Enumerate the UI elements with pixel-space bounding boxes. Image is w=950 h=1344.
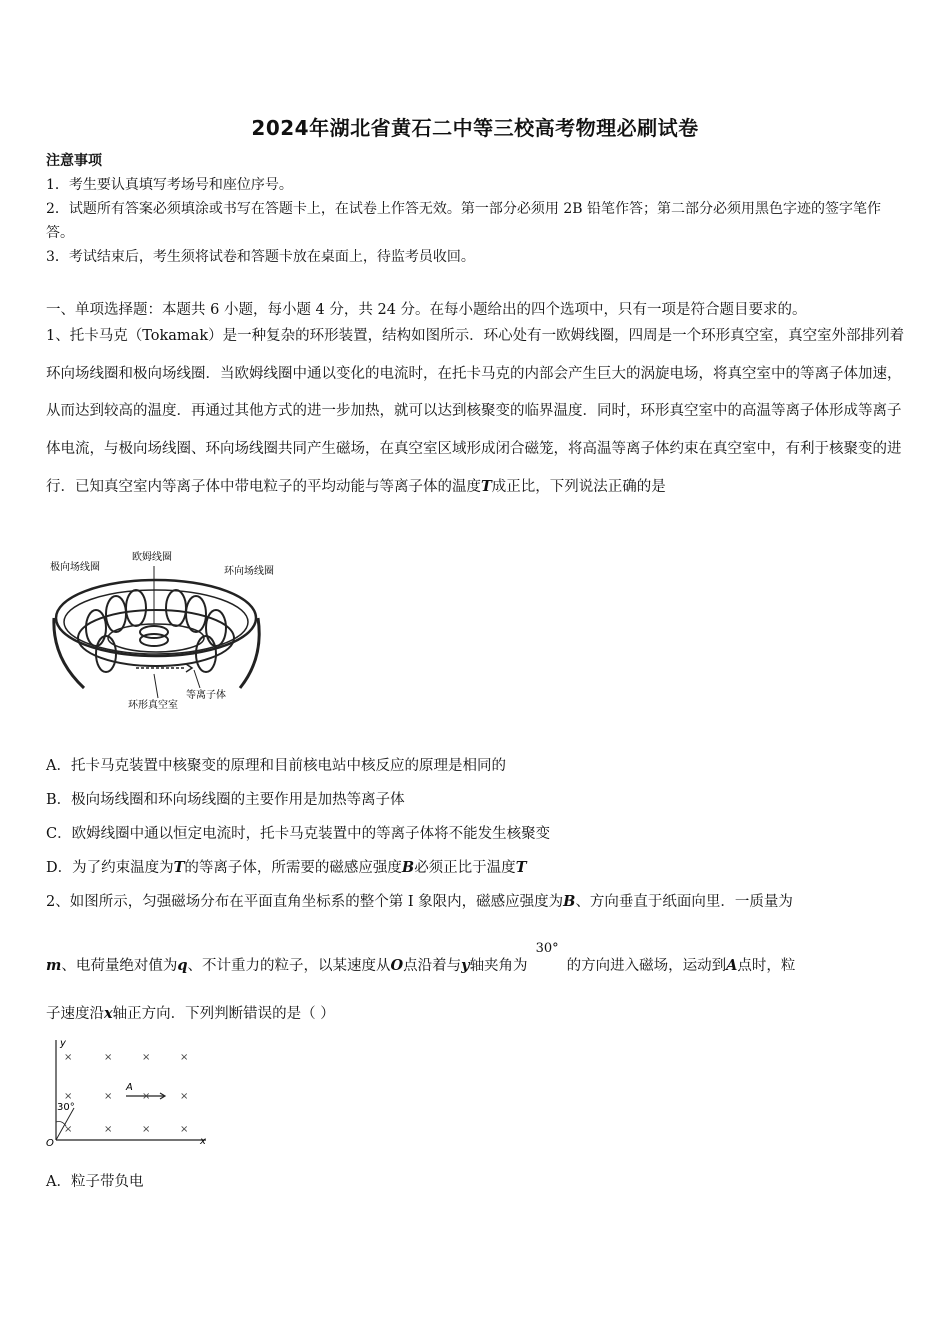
magnetic-field-figure <box>44 1036 214 1148</box>
toroidal-coil <box>206 610 226 646</box>
option-d-text-2: 的等离子体，所需要的磁感应强度 <box>184 860 402 876</box>
q2-var-o: O <box>390 957 404 974</box>
question-1-option-a: A．托卡马克装置中核聚变的原理和目前核电站中核反应的原理是相同的 <box>46 758 506 774</box>
option-d-text-3: 必须正比于温度 <box>414 860 516 876</box>
field-cross: × <box>180 1052 189 1063</box>
question-2-line-2 <box>46 941 908 979</box>
label-a: A <box>126 1082 133 1093</box>
right-coil-arm <box>240 618 259 688</box>
q2-var-m: m <box>46 957 62 974</box>
field-cross: × <box>142 1052 151 1063</box>
q2-text: 子速度沿 <box>46 1006 104 1022</box>
label-plasma: 等离子体 <box>186 690 226 701</box>
label-angle: 30° <box>57 1102 75 1113</box>
outer-coil-ellipse <box>56 580 256 656</box>
notice-item-1: 1．考生要认真填写考场号和座位序号。 <box>46 177 293 193</box>
q2-text: 点时，粒 <box>737 958 796 974</box>
field-cross: × <box>104 1052 113 1063</box>
question-2-option-a: A．粒子带负电 <box>46 1174 144 1190</box>
label-x: x <box>200 1136 206 1147</box>
question-2-line-3 <box>46 1004 908 1024</box>
q2-text: 、电荷量绝对值为 <box>61 958 178 974</box>
label-y: y <box>60 1038 66 1049</box>
label-ohmic-coil: 欧姆线圈 <box>132 552 172 563</box>
q2-var-b: B <box>563 893 576 910</box>
notice-block <box>46 149 908 269</box>
question-1-option-c: C．欧姆线圈中通以恒定电流时，托卡马克装置中的等离子体将不能发生核聚变 <box>46 826 551 842</box>
tokamak-figure <box>44 548 284 714</box>
question-2-line-1 <box>46 892 908 912</box>
field-cross: × <box>64 1124 73 1135</box>
q2-var-a: A <box>726 957 738 974</box>
field-cross: × <box>180 1124 189 1135</box>
question-1-var-t: T <box>481 478 492 495</box>
toroidal-coil <box>166 590 186 626</box>
plasma-leader-line <box>194 670 200 688</box>
question-1-stem <box>46 318 908 507</box>
question-1-option-b: B．极向场线圈和环向场线圈的主要作用是加热等离子体 <box>46 792 405 808</box>
label-o: O <box>46 1138 54 1148</box>
option-d-var-b: B <box>401 859 415 876</box>
section-heading: 一、单项选择题：本题共 6 小题，每小题 4 分，共 24 分。在每小题给出的四个选项中，只有一项是符合题目要求的。 <box>46 302 807 318</box>
q2-var-y: y <box>461 957 470 974</box>
q2-var-q: q <box>177 957 188 974</box>
notice-heading: 注意事项 <box>46 153 102 169</box>
toroidal-coil <box>196 636 216 672</box>
field-cross: × <box>104 1124 113 1135</box>
q2-text: 的方向进入磁场，运动到 <box>566 958 727 974</box>
option-d-var-t2: T <box>515 859 527 876</box>
plasma-arrowhead <box>186 664 192 672</box>
label-toroidal-coil: 环向场线圈 <box>224 566 274 577</box>
notice-item-2: 2．试题所有答案必须填涂或书写在答题卡上，在试卷上作答无效。第一部分必须用 2B 铅笔作答；第二部分必须用黑色字迹的签字笔作答。 <box>46 201 881 241</box>
q2-text: 2、如图所示，匀强磁场分布在平面直角坐标系的整个第 I 象限内，磁感应强度为 <box>46 894 564 910</box>
option-d-var-t: T <box>173 859 185 876</box>
question-1-text-end: 成正比，下列说法正确的是 <box>491 479 666 495</box>
question-1-text: 1、托卡马克（Tokamak）是一种复杂的环形装置，结构如图所示．环心处有一欧姆线圈，四周是一个环形真空室，真空室外部排列着环向场线圈和极向场线圈．当欧姆线圈中通以变化的电流时，在托卡马克的内部会产生巨大的涡旋电场，将真空室中的等离子体加速，从而达到较高的温度．再通过其他方式的进一步加热，就可以达到核聚变的临界温度．同时，环形真空室中的高温等离子体形成等离子体电流，与极向场线圈、环向场线圈共同产生磁场，在真空室区域形成闭合磁笼，将高温等离子体约束在真空室中，有利于核聚变的进行．已知真空室内等离子体中带电粒子的平均动能与等离子体的温度 <box>46 328 905 495</box>
toroidal-coil <box>86 610 106 646</box>
q2-text: 、方向垂直于纸面向里．一质量为 <box>575 894 793 910</box>
vacuum-leader-line <box>154 674 158 698</box>
q2-text: 点沿着与 <box>403 958 462 974</box>
label-vacuum-chamber: 环形真空室 <box>128 700 178 711</box>
label-poloidal-coil: 极向场线圈 <box>50 562 100 573</box>
q2-text: 轴正方向．下列判断错误的是（ ） <box>112 1006 335 1022</box>
q2-angle: 30° <box>535 941 559 956</box>
notice-item-3: 3．考试结束后，考生须将试卷和答题卡放在桌面上，待监考员收回。 <box>46 249 475 265</box>
q2-text: 、不计重力的粒子，以某速度从 <box>187 958 391 974</box>
q2-text: 轴夹角为 <box>469 958 528 974</box>
q2-var-x: x <box>104 1005 113 1022</box>
field-cross: × <box>64 1052 73 1063</box>
question-1-option-d <box>46 858 908 878</box>
option-d-text: D．为了约束温度为 <box>46 860 174 876</box>
field-cross: × <box>64 1091 73 1102</box>
toroidal-coil <box>96 636 116 672</box>
ohmic-coil <box>140 634 168 646</box>
field-cross: × <box>142 1091 151 1102</box>
page-title: 2024年湖北省黄石二中等三校高考物理必刷试卷 <box>251 116 699 140</box>
field-cross: × <box>180 1091 189 1102</box>
toroidal-coil <box>126 590 146 626</box>
field-cross: × <box>104 1091 113 1102</box>
field-cross: × <box>142 1124 151 1135</box>
